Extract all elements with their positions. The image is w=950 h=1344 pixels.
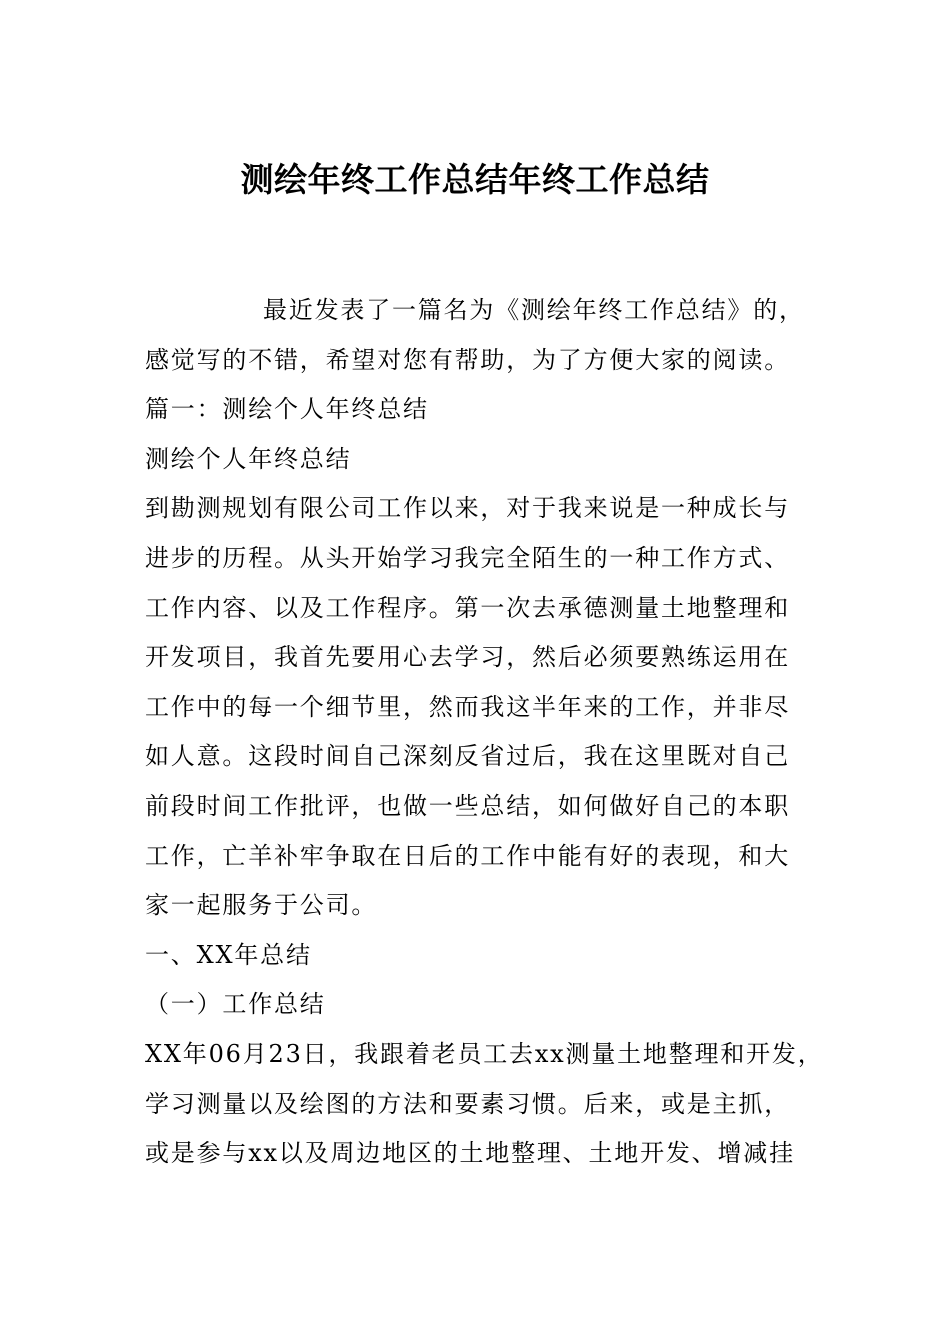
paragraph-line: 到勘测规划有限公司工作以来，对于我来说是一种成长与 [145, 494, 790, 523]
paragraph-line: 学习测量以及绘图的方法和要素习惯。后来，或是主抓， [145, 1089, 790, 1118]
paragraph-line: 开发项目，我首先要用心去学习，然后必须要熟练运用在 [145, 643, 790, 672]
document-title: 测绘年终工作总结年终工作总结 [240, 160, 710, 199]
paragraph-line: 或是参与xx以及周边地区的土地整理、土地开发、增减挂 [145, 1139, 795, 1168]
paragraph-line: 家一起服务于公司。 [145, 891, 378, 920]
year-summary-heading: 一、XX年总结 [145, 940, 312, 969]
paragraph-line: 如人意。这段时间自己深刻反省过后，我在这里既对自己 [145, 742, 790, 771]
paragraph-line: 工作内容、以及工作程序。第一次去承德测量土地整理和 [145, 593, 790, 622]
intro-line-2: 感觉写的不错，希望对您有帮助，为了方便大家的阅读。 [145, 345, 790, 374]
section-heading: 篇一：测绘个人年终总结 [145, 395, 429, 424]
document-body [145, 286, 824, 1179]
subsection-heading: 测绘个人年终总结 [145, 444, 352, 473]
paragraph-line: 工作中的每一个细节里，然而我这半年来的工作，并非尽 [145, 692, 790, 721]
intro-line-1: 最近发表了一篇名为《测绘年终工作总结》的， [263, 296, 805, 324]
paragraph-line: 工作，亡羊补牢争取在日后的工作中能有好的表现，和大 [145, 841, 790, 870]
paragraph-line: XX年06月23日，我跟着老员工去xx测量土地整理和开发， [145, 1039, 824, 1068]
work-summary-heading: （一）工作总结 [145, 990, 326, 1019]
paragraph-line: 进步的历程。从头开始学习我完全陌生的一种工作方式、 [145, 543, 790, 572]
paragraph-line: 前段时间工作批评，也做一些总结，如何做好自己的本职 [145, 791, 790, 820]
